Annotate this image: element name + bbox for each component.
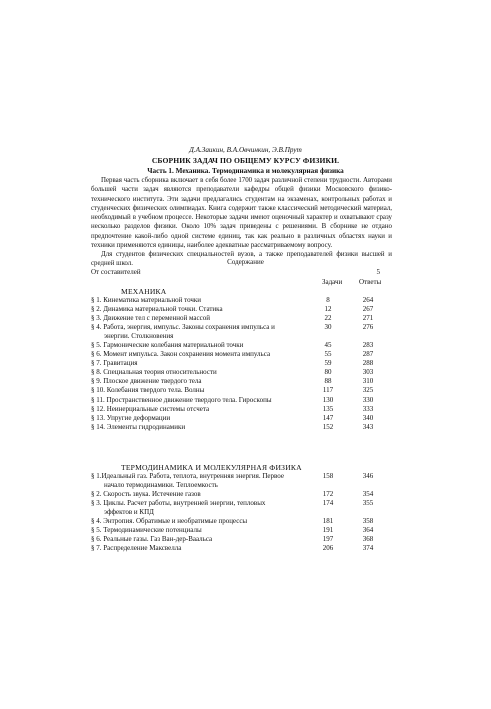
- toc-row-answers-page: 288: [362, 359, 374, 368]
- toc-row-title: § 14. Элементы гидродинамики: [91, 422, 186, 431]
- toc-row-title: § 5. Гармонические колебания материальной точки: [91, 341, 244, 350]
- annotation: [91, 176, 392, 269]
- toc-row-title: § 4. Энтропия. Обратимые и необратимые процессы: [91, 517, 248, 526]
- toc-row-answers-page: 287: [362, 350, 374, 359]
- toc-row-tasks-page: 181: [322, 517, 334, 526]
- toc-from-compilers-label: От составителей: [91, 268, 141, 276]
- toc-row-answers-page: 346: [362, 472, 374, 480]
- toc-from-compilers: [91, 268, 392, 276]
- toc-row: [91, 350, 392, 359]
- toc-row-tasks-page: 130: [322, 395, 334, 404]
- toc-row-title-continued: эффектов и КПД: [104, 508, 154, 517]
- toc-row-title-continued: энергии. Столкновения: [104, 332, 174, 341]
- column-answers: Ответы: [359, 278, 382, 286]
- toc-row: [91, 405, 392, 414]
- toc-row-answers-page: 340: [362, 413, 374, 422]
- toc-row: [91, 396, 392, 405]
- toc-row-tasks-page: 174: [322, 499, 334, 508]
- toc-row-title: § 13. Упругие деформации: [91, 413, 171, 422]
- toc-row-tasks-page: 55: [324, 350, 332, 359]
- toc-row-answers-page: 358: [362, 517, 374, 526]
- toc-row-title: § 7. Гравитация: [91, 359, 138, 368]
- toc-row-answers-page: 343: [362, 422, 374, 431]
- toc-row-tasks-page: 191: [322, 526, 334, 535]
- toc-row-title-continued: начало термодинамики. Теплоемкость: [104, 481, 218, 490]
- toc-row-tasks-page: 147: [322, 413, 334, 422]
- toc-row: [91, 423, 392, 432]
- toc-row-title: § 5. Термодинамические потенциалы: [91, 526, 202, 535]
- toc-row-answers-page: 355: [362, 499, 374, 508]
- annotation-paragraph: Для студентов физических специальностей вузов, а также преподавателей физики высшей и средней школ.: [91, 251, 392, 268]
- toc-row-title: § 6. Реальные газы. Газ Ван-дер-Ваальса: [91, 535, 213, 544]
- annotation-paragraph: Первая часть сборника включает в себя более 1700 задач различной степени трудности. Авторами большей части задач являются преподаватели кафедры общей физики Московского физико-технического института. Эти задачи предлагались студентам на экзаменах, контрольных работах и студенческих физических олимпиадах. Книга содержит также классический методический материал, необходимый в учебном процессе. Некоторые задачи имеют оценочный характер и охватывают сразу несколько разделов физики. Около 10% задач приведены с решениями. В сборнике не отдано предпочтение какой-либо одной системе единиц, так как реально в различных областях науки и техники применяются единицы, наиболее адекватные рассматриваемому вопросу.: [91, 177, 392, 249]
- toc-row-tasks-page: 22: [324, 314, 332, 323]
- toc-row-tasks-page: 152: [322, 422, 334, 431]
- toc-row-title: § 8. Специальная теория относительности: [91, 368, 217, 377]
- toc-row-answers-page: 303: [362, 368, 374, 377]
- toc-row-title: § 6. Момент импульса. Закон сохранения момента импульса: [91, 350, 271, 359]
- authors: Д.А.Заикин, В.А.Овчинкин, Э.В.Прут: [189, 146, 302, 154]
- toc-row-answers-page: 264: [362, 296, 374, 304]
- toc-row-answers-page: 310: [362, 377, 374, 386]
- toc-row: [91, 526, 392, 535]
- toc-row-tasks-page: 88: [324, 377, 332, 386]
- toc-row: [91, 386, 392, 395]
- book-title: СБОРНИК ЗАДАЧ ПО ОБЩЕМУ КУРСУ ФИЗИКИ.: [151, 156, 340, 165]
- toc-row-title: § 3. Циклы. Расчет работы, внутренней энергии, тепловых: [91, 499, 266, 508]
- section-heading-mechanics: МЕХАНИКА: [121, 287, 167, 296]
- toc-row-tasks-page: 206: [322, 544, 334, 553]
- toc-row: [91, 305, 392, 314]
- toc-row-title: § 12. Неинерциальные системы отсчета: [91, 404, 210, 413]
- toc-row-answers-page: 364: [362, 526, 374, 535]
- toc-row-answers-page: 374: [362, 544, 374, 553]
- toc-row-title: § 4. Работа, энергия, импульс. Законы сохранения импульса и: [91, 323, 275, 332]
- toc-row-tasks-page: 12: [324, 305, 332, 314]
- toc-row: [91, 377, 392, 386]
- toc-row-title: § 7. Распределение Максвелла: [91, 544, 182, 553]
- toc-row-answers-page: 354: [362, 490, 374, 499]
- toc-row: [91, 472, 392, 490]
- toc-row-answers-page: 276: [362, 323, 374, 332]
- toc-row: [91, 341, 392, 350]
- toc-row-title: § 11. Пространственное движение твердого тела. Гироскопы: [91, 395, 272, 404]
- contents-heading: Содержание: [227, 258, 264, 266]
- toc-row-answers-page: 267: [362, 305, 374, 314]
- toc-mechanics: [91, 296, 392, 432]
- toc-row-title: § 3. Движение тел с переменной массой: [91, 314, 210, 323]
- toc-row: [91, 517, 392, 526]
- toc-row-answers-page: 333: [362, 404, 374, 413]
- column-tasks: Задачи: [322, 278, 343, 286]
- toc-thermo: [91, 472, 392, 553]
- toc-row: [91, 323, 392, 341]
- toc-row: [91, 359, 392, 368]
- toc-row-tasks-page: 30: [324, 323, 332, 332]
- toc-row-tasks-page: 197: [322, 535, 334, 544]
- toc-row: [91, 544, 392, 553]
- toc-row-tasks-page: 45: [324, 341, 332, 350]
- toc-row-answers-page: 325: [362, 386, 374, 395]
- toc-row: [91, 499, 392, 517]
- toc-row-tasks-page: 135: [322, 404, 334, 413]
- toc-row-answers-page: 283: [362, 341, 374, 350]
- toc-row-tasks-page: 117: [322, 386, 334, 395]
- toc-row-answers-page: 330: [362, 395, 374, 404]
- section-heading-thermo: ТЕРМОДИНАМИКА И МОЛЕКУЛЯРНАЯ ФИЗИКА: [121, 463, 302, 472]
- toc-row-tasks-page: 172: [322, 490, 334, 499]
- toc-row-title: § 10. Колебания твердого тела. Волны: [91, 386, 205, 395]
- toc-row-tasks-page: 8: [326, 296, 330, 304]
- toc-row: [91, 296, 392, 305]
- toc-row: [91, 490, 392, 499]
- toc-row-title: § 1. Кинематика материальной точки: [91, 296, 202, 304]
- part-title: Часть 1. Механика. Термодинамика и молекулярная физика: [147, 167, 344, 175]
- toc-row-tasks-page: 80: [324, 368, 332, 377]
- toc-row: [91, 535, 392, 544]
- toc-row-title: § 9. Плоское движение твердого тела: [91, 377, 202, 386]
- toc-row-title: § 2. Скорость звука. Истечение газов: [91, 490, 201, 499]
- toc-row: [91, 414, 392, 423]
- toc-row-tasks-page: 59: [324, 359, 332, 368]
- toc-row-answers-page: 271: [362, 314, 374, 323]
- toc-from-compilers-page: 5: [376, 268, 380, 276]
- toc-row: [91, 368, 392, 377]
- toc-row-tasks-page: 158: [322, 472, 334, 480]
- toc-row-answers-page: 368: [362, 535, 374, 544]
- toc-row-title: § 2. Динамика материальной точки. Статика: [91, 305, 223, 314]
- toc-row-title: § 1.Идеальный газ. Работа, теплота, внутренняя энергия. Первое: [91, 472, 284, 480]
- toc-row: [91, 314, 392, 323]
